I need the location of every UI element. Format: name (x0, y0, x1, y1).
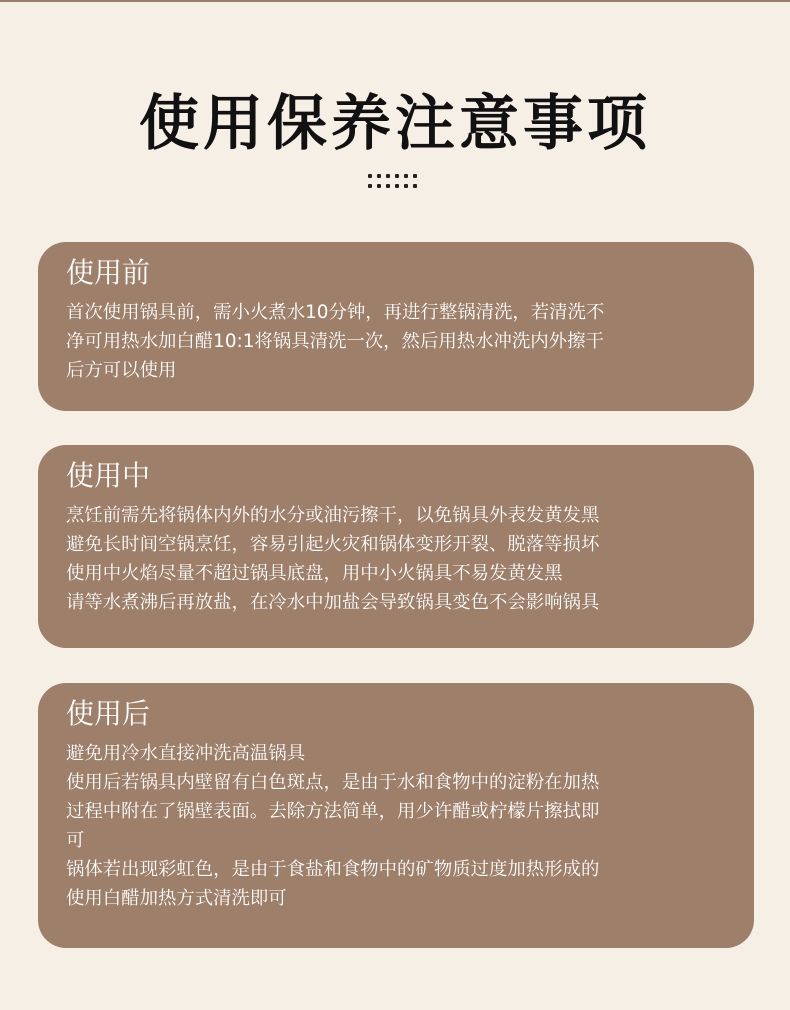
section-heading: 使用前 (66, 256, 151, 289)
section-text-line: 使用白醋加热方式清洗即可 (66, 888, 287, 909)
section-text-line: 使用中火焰尽量不超过锅具底盘，用中小火锅具不易发黄发黑 (66, 563, 563, 584)
section-text-line: 首次使用锅具前，需小火煮水10分钟，再进行整锅清洗，若清洗不 (66, 302, 605, 323)
section-text-line: 净可用热水加白醋10:1将锅具清洗一次，然后用热水冲洗内外擦干 (66, 331, 604, 352)
section-heading: 使用中 (66, 459, 151, 492)
section-text-line: 请等水煮沸后再放盐，在冷水中加盐会导致锅具变色不会影响锅具 (66, 592, 600, 613)
section-text-line: 烹饪前需先将锅体内外的水分或油污擦干，以免锅具外表发黄发黑 (66, 505, 600, 526)
section-heading: 使用后 (66, 697, 151, 730)
section-text-line: 避免长时间空锅烹饪，容易引起火灾和锅体变形开裂、脱落等损坏 (66, 534, 600, 555)
section-text-line: 避免用冷水直接冲洗高温锅具 (66, 743, 306, 764)
top-divider (0, 0, 790, 2)
section-text-line: 可 (66, 830, 85, 851)
page-title: 使用保养注意事项 (139, 89, 651, 159)
dots-decoration (368, 174, 422, 190)
section-after-use (38, 683, 754, 948)
section-text-line: 锅体若出现彩虹色，是由于食盐和食物中的矿物质过度加热形成的 (66, 859, 600, 880)
section-text-line: 使用后若锅具内壁留有白色斑点，是由于水和食物中的淀粉在加热 (66, 772, 600, 793)
section-text-line: 后方可以使用 (66, 360, 177, 381)
section-before-use (38, 242, 754, 411)
section-during-use (38, 445, 754, 648)
section-text-line: 过程中附在了锅壁表面。去除方法简单，用少许醋或柠檬片擦拭即 (66, 801, 600, 822)
